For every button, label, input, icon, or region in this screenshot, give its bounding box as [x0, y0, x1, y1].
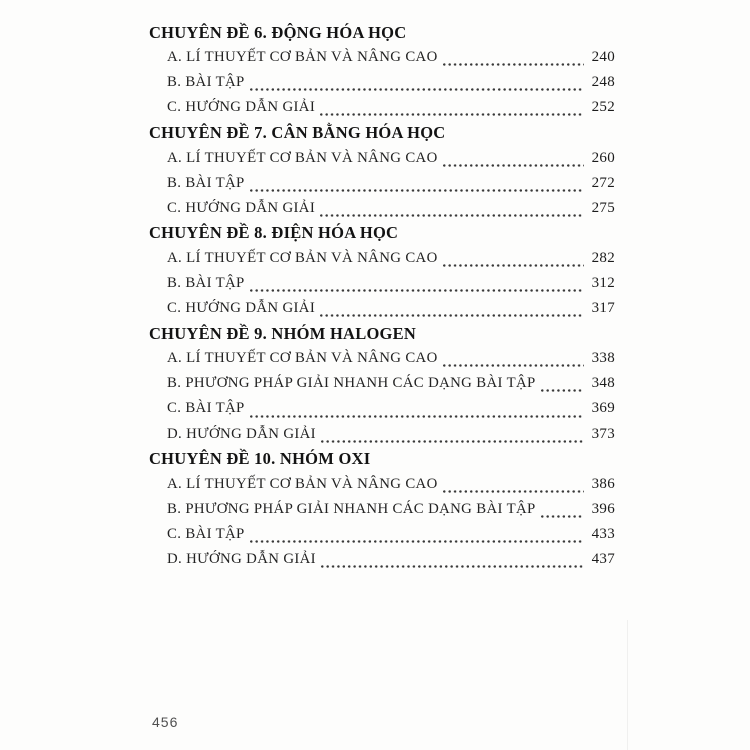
toc-item-page: 437 — [591, 551, 615, 568]
toc-item-page: 252 — [591, 99, 615, 116]
toc-item-label: C. BÀI TẬP — [167, 525, 245, 542]
toc-item-label: B. BÀI TẬP — [167, 274, 245, 291]
toc-item-label: B. BÀI TẬP — [167, 74, 245, 91]
toc-item-label: A. LÍ THUYẾT CƠ BẢN VÀ NÂNG CAO — [167, 350, 438, 367]
toc-item-page: 386 — [591, 475, 615, 492]
dot-leader — [320, 214, 584, 217]
toc-section-title: CHUYÊN ĐỀ 9. NHÓM HALOGEN — [149, 323, 417, 343]
toc-section-title: CHUYÊN ĐỀ 8. ĐIỆN HÓA HỌC — [149, 223, 399, 243]
toc-item-label: C. HƯỚNG DẪN GIẢI — [167, 99, 316, 116]
toc-item-label: B. PHƯƠNG PHÁP GIẢI NHANH CÁC DẠNG BÀI TẬP — [167, 500, 536, 517]
toc-item — [149, 271, 615, 296]
toc-item — [149, 522, 615, 547]
toc-item-page: 248 — [591, 74, 615, 91]
toc-item — [149, 145, 615, 170]
toc-section-title: CHUYÊN ĐỀ 7. CÂN BẰNG HÓA HỌC — [149, 122, 446, 142]
toc-item — [149, 95, 615, 120]
toc-item-label: C. HƯỚNG DẪN GIẢI — [167, 199, 316, 216]
toc-item — [149, 45, 615, 70]
table-of-contents — [149, 20, 615, 572]
dot-leader — [250, 415, 584, 418]
toc-item-label: C. HƯỚNG DẪN GIẢI — [167, 300, 316, 317]
toc-item-label: D. HƯỚNG DẪN GIẢI — [167, 425, 316, 442]
toc-item-page: 369 — [591, 400, 615, 417]
toc-item — [149, 422, 615, 447]
toc-item-page: 433 — [591, 525, 615, 542]
toc-item — [149, 547, 615, 572]
toc-item — [149, 70, 615, 95]
toc-section — [149, 221, 615, 321]
dot-leader — [443, 264, 584, 267]
toc-item-page: 338 — [591, 350, 615, 367]
toc-item-label: A. LÍ THUYẾT CƠ BẢN VÀ NÂNG CAO — [167, 149, 438, 166]
dot-leader — [541, 515, 584, 518]
dot-leader — [321, 565, 584, 568]
toc-item-label: C. BÀI TẬP — [167, 400, 245, 417]
toc-item-page: 282 — [591, 249, 615, 266]
toc-item — [149, 371, 615, 396]
toc-item-label: D. HƯỚNG DẪN GIẢI — [167, 551, 316, 568]
toc-item-label: B. PHƯƠNG PHÁP GIẢI NHANH CÁC DẠNG BÀI TẬP — [167, 375, 536, 392]
dot-leader — [320, 314, 584, 317]
dot-leader — [443, 164, 584, 167]
toc-section — [149, 321, 615, 446]
toc-item-label: B. BÀI TẬP — [167, 174, 245, 191]
toc-item-label: A. LÍ THUYẾT CƠ BẢN VÀ NÂNG CAO — [167, 249, 438, 266]
dot-leader — [250, 540, 584, 543]
toc-item-page: 396 — [591, 500, 615, 517]
toc-item — [149, 472, 615, 497]
toc-item — [149, 296, 615, 321]
toc-item-page: 240 — [591, 49, 615, 66]
toc-item — [149, 196, 615, 221]
toc-item-page: 348 — [591, 375, 615, 392]
toc-item-page: 317 — [591, 300, 615, 317]
toc-section — [149, 20, 615, 120]
dot-leader — [541, 389, 584, 392]
toc-section — [149, 447, 615, 572]
toc-item-label: A. LÍ THUYẾT CƠ BẢN VÀ NÂNG CAO — [167, 49, 438, 66]
dot-leader — [250, 189, 584, 192]
toc-item — [149, 497, 615, 522]
dot-leader — [320, 113, 584, 116]
toc-item-page: 260 — [591, 149, 615, 166]
toc-section — [149, 120, 615, 220]
toc-item — [149, 396, 615, 421]
toc-section-title: CHUYÊN ĐỀ 6. ĐỘNG HÓA HỌC — [149, 22, 407, 42]
toc-item-page: 272 — [591, 174, 615, 191]
toc-item — [149, 171, 615, 196]
dot-leader — [443, 364, 584, 367]
toc-item-label: A. LÍ THUYẾT CƠ BẢN VÀ NÂNG CAO — [167, 475, 438, 492]
toc-section-title: CHUYÊN ĐỀ 10. NHÓM OXI — [149, 449, 371, 469]
dot-leader — [443, 63, 584, 66]
toc-item-page: 373 — [591, 425, 615, 442]
toc-item — [149, 246, 615, 271]
dot-leader — [250, 88, 584, 91]
toc-item-page: 275 — [591, 199, 615, 216]
toc-item — [149, 346, 615, 371]
dot-leader — [321, 440, 584, 443]
dot-leader — [443, 490, 584, 493]
dot-leader — [250, 289, 584, 292]
toc-item-page: 312 — [591, 274, 615, 291]
page-number: 456 — [152, 714, 179, 730]
